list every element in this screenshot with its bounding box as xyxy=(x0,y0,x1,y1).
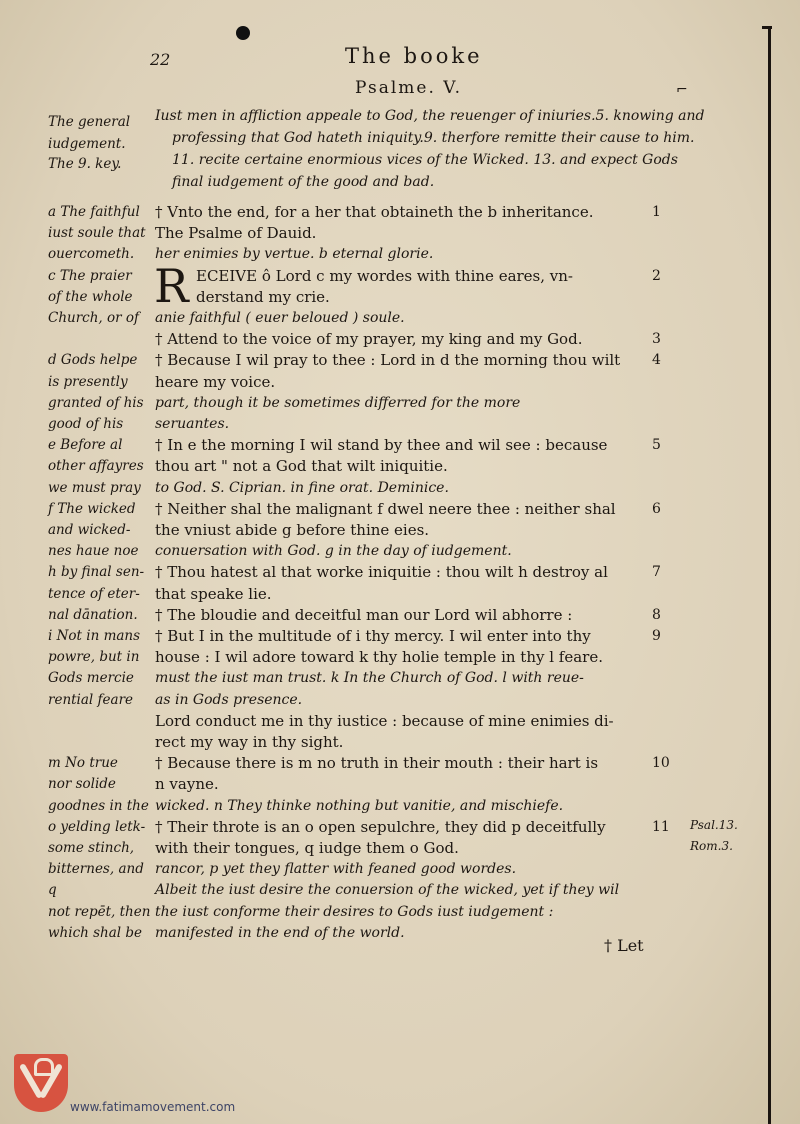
text-line: Lord conduct me in thy iustice : because of mine enimies di- xyxy=(155,712,614,730)
margin-gloss: powre, but in xyxy=(48,649,140,665)
text-line: Albeit the iust desire the conuersion of the wicked, yet if they wil xyxy=(155,882,620,898)
margin-gloss: nes haue noe xyxy=(48,543,139,559)
text-line: thou art " not a God that wilt iniquitie. xyxy=(155,457,448,475)
margin-gloss: o yelding letk- xyxy=(48,819,146,835)
margin-gloss: d Gods helpe xyxy=(48,352,138,368)
margin-gloss: f The wicked xyxy=(48,501,136,517)
page-number: 22 xyxy=(150,50,171,69)
catchword: † Let xyxy=(604,936,644,955)
margin-gloss: and wicked- xyxy=(48,522,131,538)
verse-number: 11 xyxy=(652,819,670,835)
margin-gloss: we must pray xyxy=(48,480,141,496)
margin-gloss: i Not in mans xyxy=(48,628,141,644)
margin-gloss: nor solide xyxy=(48,776,116,792)
verse-number: 8 xyxy=(652,607,661,623)
text-line: house : I wil adore toward k thy holie temple in thy l feare. xyxy=(155,648,603,666)
verse-number: 1 xyxy=(652,204,661,220)
margin-mark-icon: ⌐ xyxy=(676,82,688,98)
margin-gloss: granted of his xyxy=(48,395,144,411)
verse-number: 10 xyxy=(652,755,670,771)
text-line: wicked. n They thinke nothing but vanitie, and mischiefe. xyxy=(155,798,564,814)
text-line: rect my way in thy sight. xyxy=(155,733,344,751)
text-line: † Because there is m no truth in their mouth : their hart is xyxy=(155,754,599,772)
argument-gloss: iudgement. xyxy=(48,136,126,152)
margin-gloss: Church, or of xyxy=(48,310,140,326)
text-line: heare my voice. xyxy=(155,373,276,391)
margin-gloss: bitternes, and xyxy=(48,861,144,877)
margin-gloss: c The praier xyxy=(48,268,132,284)
text-line: anie faithful ( euer beloued ) soule. xyxy=(155,310,405,326)
text-line: n vayne. xyxy=(155,775,219,793)
text-line: manifested in the end of the world. xyxy=(155,925,405,941)
argument-gloss: The general xyxy=(48,114,131,130)
text-line: that speake lie. xyxy=(155,585,272,603)
text-line: † The bloudie and deceitful man our Lord wil abhorre : xyxy=(155,606,573,624)
margin-gloss: nal dānation. xyxy=(48,607,138,623)
verse-number: 2 xyxy=(652,268,661,284)
margin-gloss: goodnes in the xyxy=(48,798,149,814)
margin-gloss: h by final sen- xyxy=(48,564,145,580)
verse-number: 5 xyxy=(652,437,661,453)
margin-gloss: e Before al xyxy=(48,437,123,453)
text-line: the vniust abide g before thine eies. xyxy=(155,521,430,539)
argument-line: 11. recite certaine enormious vices of the Wicked. 13. and expect Gods xyxy=(172,152,678,168)
verse-number: 4 xyxy=(652,352,661,368)
text-line: ECEIVE ô Lord c my wordes with thine eares, vn- xyxy=(196,267,573,285)
margin-gloss: some stinch, xyxy=(48,840,135,856)
argument-gloss: The 9. key. xyxy=(48,156,122,172)
margin-gloss: of the whole xyxy=(48,289,133,305)
argument-line: Iust men in affliction appeale to God, the reuenger of iniuries.5. knowing and xyxy=(155,108,705,124)
margin-gloss: which shal be xyxy=(48,925,143,941)
margin-gloss: not repēt, then xyxy=(48,904,151,920)
margin-gloss: Gods mercie xyxy=(48,670,134,686)
verse-number: 6 xyxy=(652,501,661,517)
verse-number: 9 xyxy=(652,628,661,644)
text-line: The Psalme of Dauid. xyxy=(155,224,317,242)
text-line: her enimies by vertue. b eternal glorie. xyxy=(155,246,434,262)
text-line: † But I in the multitude of i thy mercy. I wil enter into thy xyxy=(155,627,591,645)
drop-capital: R xyxy=(154,259,189,313)
text-line: † Because I wil pray to thee : Lord in d the morning thou wilt xyxy=(155,351,621,369)
margin-gloss: iust soule that xyxy=(48,225,146,241)
margin-gloss: ouercometh. xyxy=(48,246,135,262)
text-line: to God. S. Ciprian. in fine orat. Deminice. xyxy=(155,480,449,496)
running-head: The booke xyxy=(345,44,483,68)
text-line: † Neither shal the malignant f dwel neere thee : neither shal xyxy=(155,500,616,518)
text-line: † Thou hatest al that worke iniquitie : thou wilt h destroy al xyxy=(155,563,608,581)
text-line: the iust conforme their desires to Gods iust iudgement : xyxy=(155,904,554,920)
footer-url: www.fatimamovement.com xyxy=(70,1100,236,1114)
text-line: † Attend to the voice of my prayer, my king and my God. xyxy=(155,330,583,348)
keys-seal-logo xyxy=(14,1054,68,1112)
margin-gloss: other affayres xyxy=(48,458,144,474)
margin-gloss: is presently xyxy=(48,374,128,390)
argument-line: final iudgement of the good and bad. xyxy=(172,174,435,190)
text-line: part, though it be sometimes differred for the more xyxy=(155,395,521,411)
text-line: must the iust man trust. k In the Church of God. l with reue- xyxy=(155,670,584,686)
text-line: with their tongues, q iudge them o God. xyxy=(155,839,459,857)
margin-gloss: tence of eter- xyxy=(48,586,140,602)
text-line: † Vnto the end, for a her that obtaineth the b inheritance. xyxy=(155,203,594,221)
text-line: derstand my crie. xyxy=(196,288,330,306)
margin-gloss: a The faithful xyxy=(48,204,140,220)
verse-number: 7 xyxy=(652,564,661,580)
cross-reference: Rom.3. xyxy=(690,839,733,853)
text-line: † In e the morning I wil stand by thee and wil see : because xyxy=(155,436,608,454)
rule-tick xyxy=(762,26,772,29)
margin-gloss: m No true xyxy=(48,755,118,771)
verse-number: 3 xyxy=(652,331,661,347)
margin-gloss: good of his xyxy=(48,416,124,432)
ink-spot xyxy=(236,26,250,40)
text-line: † Their throte is an o open sepulchre, they did p deceitfully xyxy=(155,818,606,836)
text-line: conuersation with God. g in the day of iudgement. xyxy=(155,543,512,559)
psalm-title: Psalme. V. xyxy=(355,78,462,98)
text-line: rancor, p yet they flatter with feaned good wordes. xyxy=(155,861,517,877)
margin-gloss: q xyxy=(48,882,57,898)
text-line: as in Gods presence. xyxy=(155,692,303,708)
argument-line: professing that God hateth iniquity.9. therfore remitte their cause to him. xyxy=(172,130,695,146)
text-line: seruantes. xyxy=(155,416,230,432)
cross-reference: Psal.13. xyxy=(690,818,738,832)
margin-gloss: rential feare xyxy=(48,692,134,708)
right-margin-rule xyxy=(768,28,771,1124)
